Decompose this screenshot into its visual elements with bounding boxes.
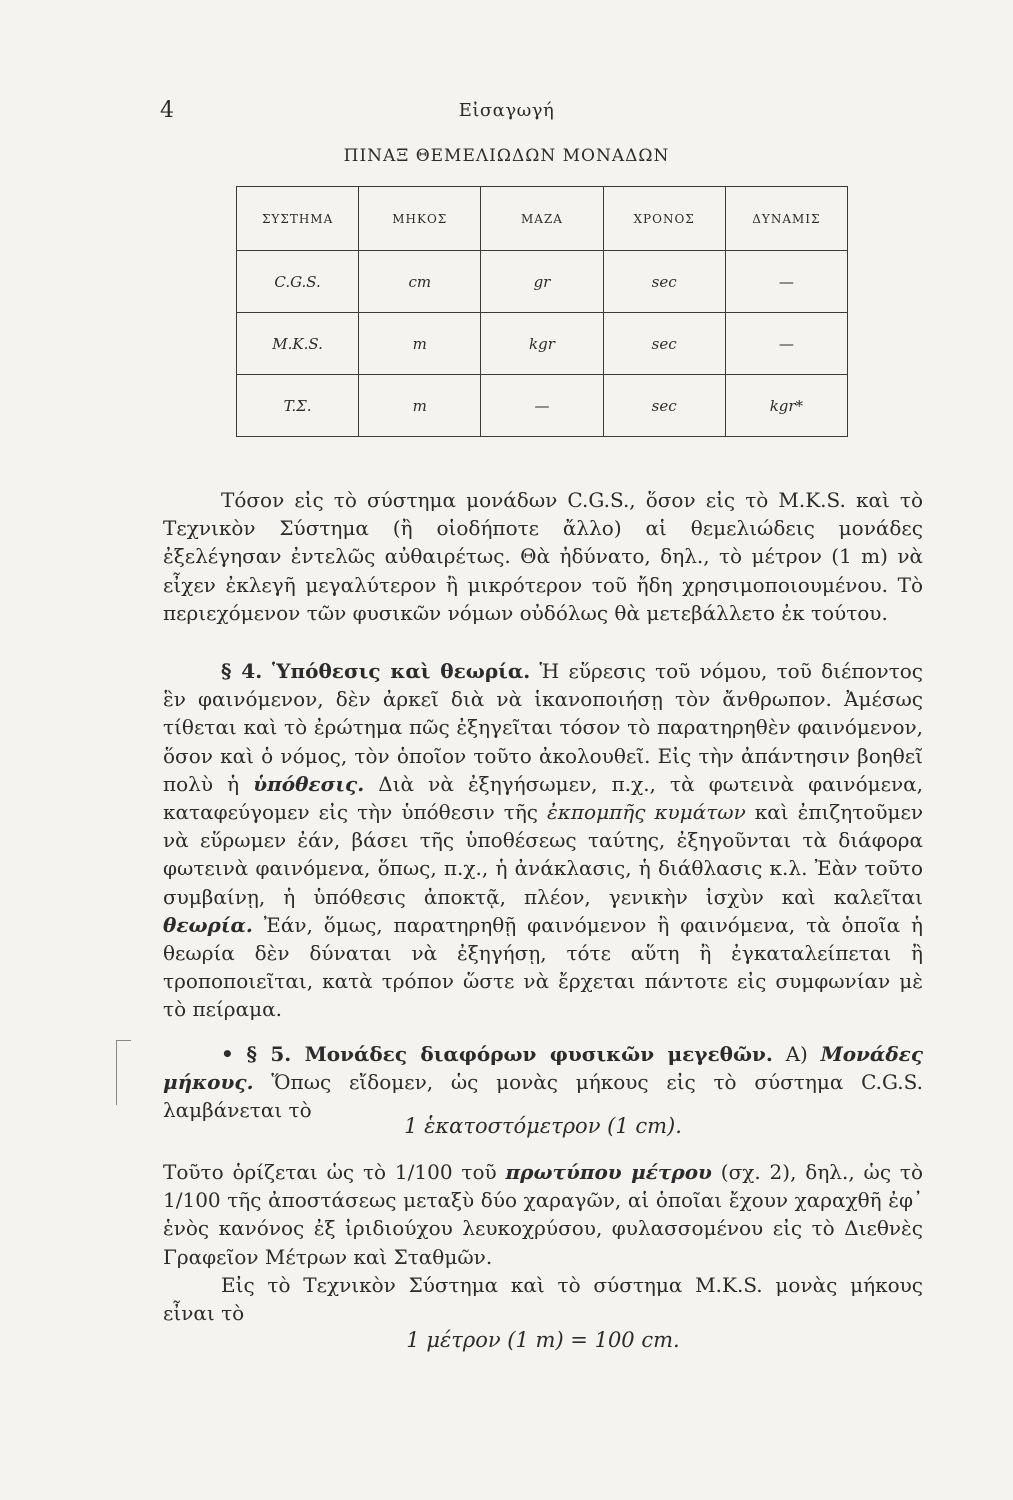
table-cell: m [359, 313, 481, 375]
table-title: ΠΙΝΑΞ ΘΕΜΕΛΙΩΔΩΝ ΜΟΝΑΔΩΝ [343, 146, 670, 166]
table-cell: T.Σ. [237, 375, 359, 437]
section-4-text: Ἐάν, ὅμως, παρατηρηθῇ φαινόμενον ἢ φαινόμενα, τὰ ὁποῖα ἡ θεωρία δὲν δύναται νὰ ἐξηγήσῃ, τότε αὕτη ἢ ἐγκαταλείπεται ἢ τροποποιεῖται, κατὰ τρόπον ὥστε νὰ ἔρχεται πάντοτε εἰς συμφωνίαν μὲ τὸ πείραμα. [163, 912, 923, 1022]
term-prototype: πρωτύπου μέτρου [505, 1160, 712, 1184]
section-4-paragraph [163, 657, 923, 1024]
section-5-heading: § 5. Μονάδες διαφόρων φυσικῶν μεγεθῶν. [246, 1042, 773, 1066]
section-4-text: καὶ ἐπιζητοῦμεν νὰ εὕρωμεν ἐάν, βάσει τῆς ὑποθέσεως ταύτης, ἐξηγοῦνται τὰ διάφορα φωτεινὰ φαινόμενα, ὅπως, π.χ., ἡ ἀνάκλασις, ἡ διάθλασις κ.λ. Ἐὰν τοῦτο συμβαίνῃ, ἡ ὑπόθεσις ἀποκτᾷ, πλέον, γενικὴν ἰσχὺν καὶ καλεῖται [163, 800, 923, 909]
margin-mark [116, 1040, 131, 1105]
table-cell: — [725, 313, 847, 375]
term-hypothesis: ὑπόθεσις. [253, 771, 365, 796]
table-row [237, 313, 848, 375]
table-cell: cm [359, 251, 481, 313]
table-header-row [237, 187, 848, 251]
term-theory: θεωρία. [163, 912, 253, 937]
paragraph-definition [163, 1158, 923, 1327]
column-header: ΣΥΣΤΗΜΑ [237, 187, 359, 251]
table-cell: — [725, 251, 847, 313]
table-cell: sec [603, 375, 725, 437]
table-cell: sec [603, 313, 725, 375]
table-cell: m [359, 375, 481, 437]
section-4 [163, 657, 923, 1024]
term-emission: ἐκπομπῆς κυμάτων [547, 800, 746, 825]
formula-meter: 1 μέτρον (1 m) = 100 cm. [406, 1328, 680, 1352]
bullet-icon: • [221, 1042, 234, 1066]
paragraph-text [163, 1158, 923, 1271]
section-4-text: Διὰ νὰ ἐξηγήσωμεν, π.χ., τὰ φωτεινὰ φαινόμενα, καταφεύγομεν εἰς τὴν ὑπόθεσιν τῆς [163, 771, 923, 825]
running-head: Εἰσαγωγή [458, 100, 555, 121]
column-header: ΜΗΚΟΣ [359, 187, 481, 251]
table-cell: C.G.S. [237, 251, 359, 313]
table-cell: gr [481, 251, 603, 313]
paragraph-units [163, 486, 923, 627]
page-number: 4 [160, 98, 174, 123]
table-row [237, 375, 848, 437]
table-cell: kgr [481, 313, 603, 375]
table-cell: kgr* [725, 375, 847, 437]
column-header: ΧΡΟΝΟΣ [603, 187, 725, 251]
formula-centimeter: 1 ἑκατοστόμετρον (1 cm). [404, 1114, 682, 1138]
column-header: ΔΥΝΑΜΙΣ [725, 187, 847, 251]
section-5-letter: A) [772, 1042, 821, 1066]
section-5-text: Ὅπως εἴδομεν, ὡς μονὰς μήκους εἰς τὸ σύστημα C.G.S. λαμβάνεται τὸ [163, 1070, 924, 1123]
column-header: ΜΑΖΑ [481, 187, 603, 251]
paragraph-text-part: (σχ. 2), δηλ., ὡς τὸ 1/100 τῆς ἀποστάσεως μεταξὺ δύο χαραγῶν, αἱ ὁποῖαι ἔχουν χαραχθῆ ἐφ᾿ ἑνὸς κανόνος ἐξ ἰριδιούχου λευκοχρύσου, φυλασσομένου εἰς τὸ Διεθνὲς Γραφεῖον Μέτρων καὶ Σταθμῶν. [163, 1160, 924, 1269]
table-cell: M.K.S. [237, 313, 359, 375]
section-4-heading: § 4. Ὑπόθεσις καὶ θεωρία. [221, 659, 531, 683]
section-5-subheading: Μονάδες μήκους. [163, 1042, 923, 1095]
section-5-paragraph [163, 1040, 923, 1125]
table-row [237, 251, 848, 313]
table-cell: — [481, 375, 603, 437]
paragraph-text-part: Τοῦτο ὁρίζεται ὡς τὸ 1/100 τοῦ [163, 1160, 506, 1184]
paragraph-text: Εἰς τὸ Τεχνικὸν Σύστημα καὶ τὸ σύστημα M.K.S. μονὰς μήκους εἶναι τὸ [163, 1272, 923, 1326]
paragraph-text: Τόσον εἰς τὸ σύστημα μονάδων C.G.S., ὅσον εἰς τὸ M.K.S. καὶ τὸ Τεχνικὸν Σύστημα (ἢ οἱοδήποτε ἄλλο) αἱ θεμελιώδεις μονάδες ἐξελέγησαν ἐντελῶς αὐθαιρέτως. Θὰ ἠδύνατο, δηλ., τὸ μέτρον (1 m) νὰ εἶχεν ἐκλεγῆ μεγαλύτερον ἢ μικρότερον τοῦ ἤδη χρησιμοποιουμένου. Τὸ περιεχόμενον τῶν φυσικῶν νόμων οὐδόλως θὰ μετεβάλλετο ἐκ τούτου. [163, 488, 923, 625]
section-4-text: Ἡ εὕρεσις τοῦ νόμου, τοῦ διέποντος ἓν φαινόμενον, δὲν ἀρκεῖ διὰ νὰ ἱκανοποιήσῃ τὸν ἄνθρωπον. Ἀμέσως τίθεται καὶ τὸ ἐρώτημα πῶς ἐξηγεῖται τόσον τὸ παρατηρηθὲν φαινόμενον, ὅσον καὶ ὁ νόμος, τὸν ὁποῖον τοῦτο ἀκολουθεῖ. Εἰς τὴν ἀπάντησιν βοηθεῖ πολὺ ἡ [163, 659, 924, 796]
section-5 [163, 1040, 923, 1125]
table-cell: sec [603, 251, 725, 313]
units-table [236, 186, 848, 437]
